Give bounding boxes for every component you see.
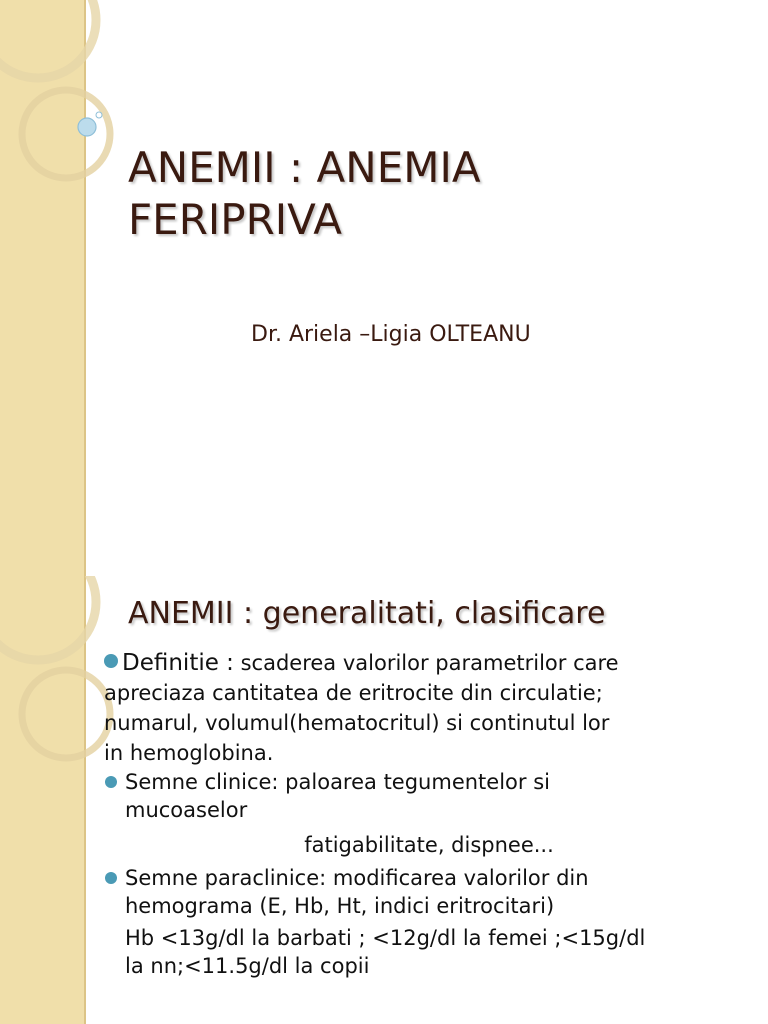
- hemoglobin-thresholds: [104, 924, 754, 980]
- definition-line: [104, 648, 754, 678]
- content-slide: [0, 576, 768, 1024]
- paraclinical-signs-line-1: Semne paraclinice: modificarea valorilor din: [125, 866, 589, 890]
- paraclinical-signs-line-2: hemograma (E, Hb, Ht, indici eritrocitari): [125, 894, 555, 918]
- definition-continuation: apreciaza cantitatea de eritrocite din circulatie;: [104, 681, 603, 705]
- bullet-icon: [105, 872, 117, 884]
- definition-text: scaderea valorilor parametrilor care: [233, 651, 619, 675]
- slide-title-line-1: ANEMII : ANEMIA: [128, 143, 481, 192]
- slide-title: ANEMII : generalitati, clasificare: [128, 596, 606, 631]
- slide-body: [104, 648, 754, 980]
- clinical-signs-item: [104, 768, 754, 824]
- slide-title: [128, 142, 728, 246]
- paraclinical-signs-item: [104, 864, 754, 920]
- clinical-signs-line-2: mucoaselor: [125, 798, 248, 822]
- slide-title-line-2: FERIPRIVA: [128, 195, 342, 244]
- hemoglobin-thresholds-line-1: Hb <13g/dl la barbati ; <12g/dl la femei ;<15g/dl: [125, 926, 646, 950]
- hemoglobin-thresholds-line-2: la nn;<11.5g/dl la copii: [125, 954, 370, 978]
- bullet-icon: [104, 654, 118, 668]
- definition-term: Definitie :: [122, 650, 234, 676]
- clinical-signs-line-1: Semne clinice: paloarea tegumentelor si: [125, 770, 550, 794]
- definition-continuation: numarul, volumul(hematocritul) si continutul lor: [104, 711, 610, 735]
- bullet-icon: [105, 776, 117, 788]
- author-name: Dr. Ariela –Ligia OLTEANU: [251, 322, 531, 347]
- definition-continuation: in hemoglobina.: [104, 741, 274, 765]
- clinical-signs-line-3: fatigabilitate, dispnee...: [304, 833, 554, 857]
